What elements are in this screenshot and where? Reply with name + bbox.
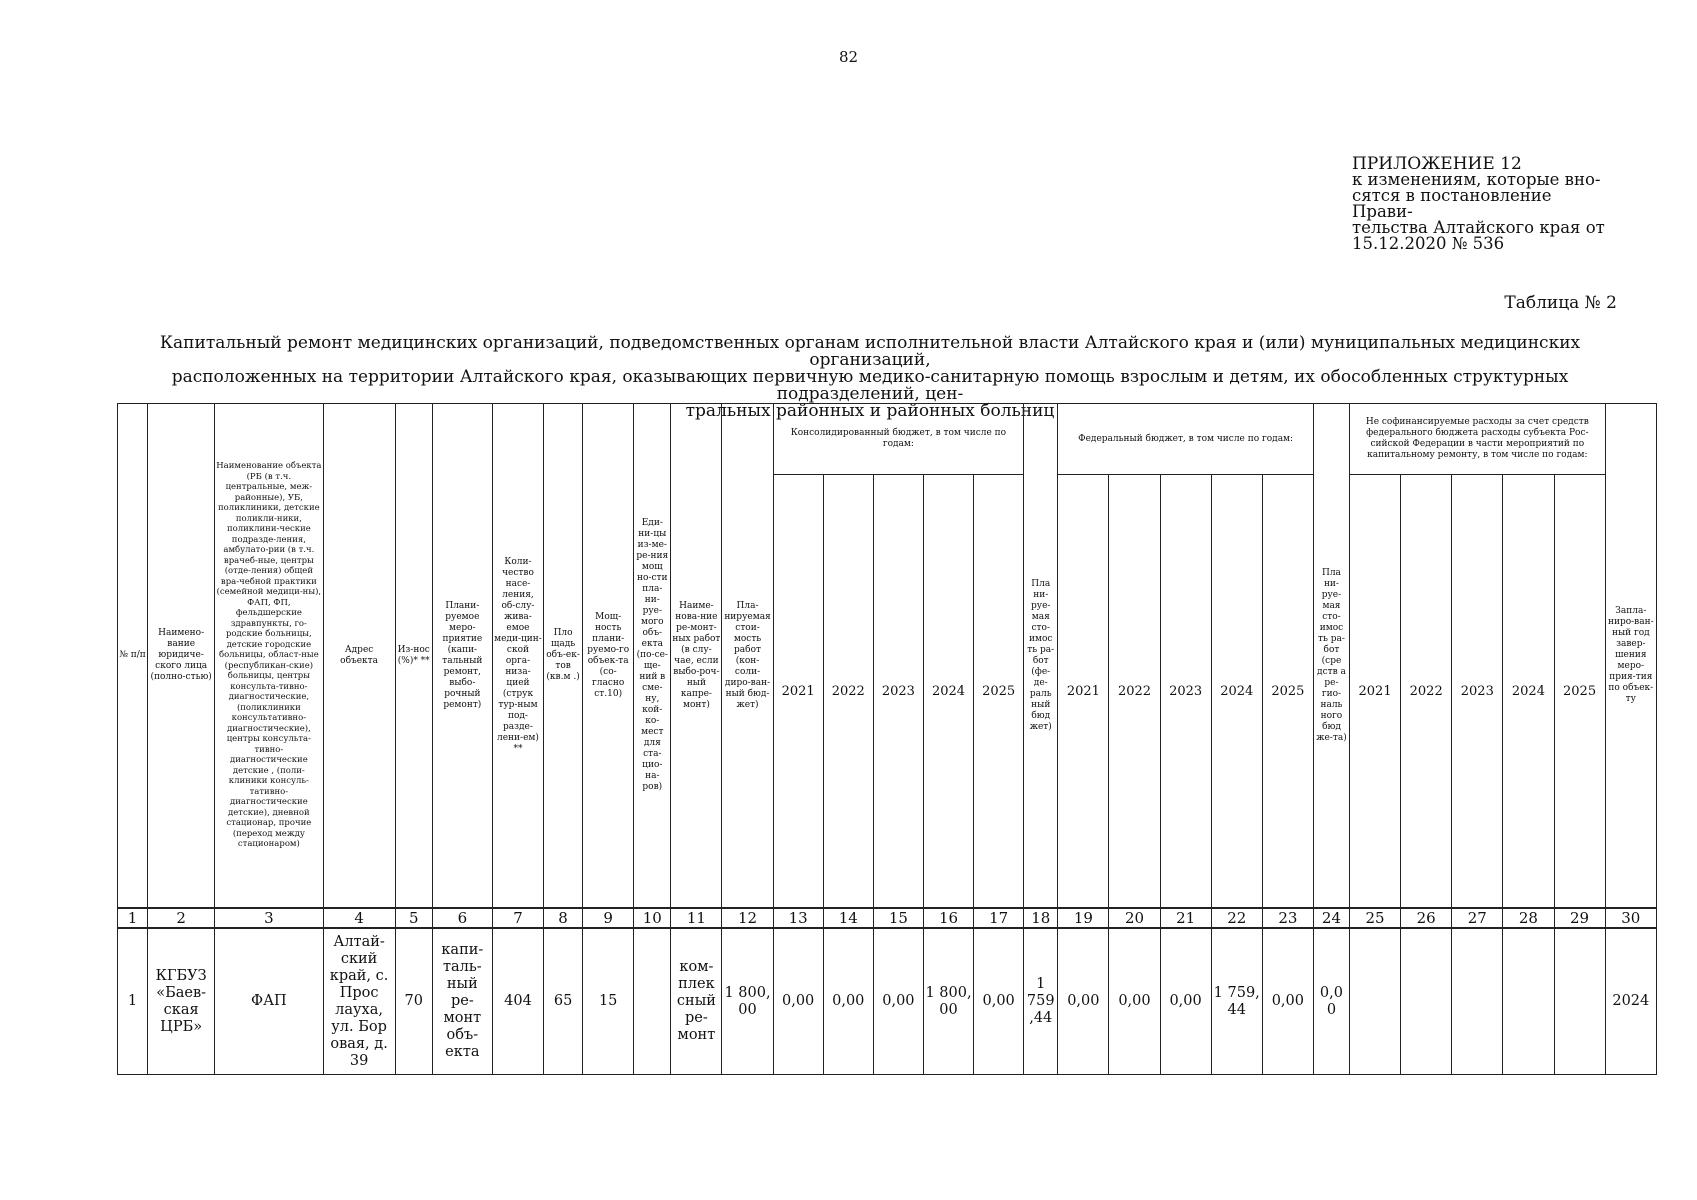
cell-federal-cost: 1 759 ,44 — [1024, 928, 1058, 1075]
year-header: 2022 — [1109, 475, 1160, 909]
column-number: 14 — [823, 908, 873, 928]
cell-planned-measure: капи-таль-ный ре-монт объ-екта — [432, 928, 492, 1075]
header-cell: № п/п — [118, 404, 148, 909]
column-number: 21 — [1160, 908, 1211, 928]
column-number: 16 — [923, 908, 973, 928]
group-header-federal: Федеральный бюджет, в том числе по годам: — [1058, 404, 1314, 475]
column-number: 5 — [395, 908, 432, 928]
cell-legal-entity: КГБУЗ «Баев-ская ЦРБ» — [148, 928, 215, 1075]
column-number: 10 — [634, 908, 671, 928]
column-number: 19 — [1058, 908, 1109, 928]
header-cell: Наимено-вание юридиче-ского лица (полно-стью) — [148, 404, 215, 909]
cell-federal-2025: 0,00 — [1262, 928, 1313, 1075]
column-number: 23 — [1262, 908, 1313, 928]
year-header: 2022 — [1401, 475, 1452, 909]
column-number: 20 — [1109, 908, 1160, 928]
appendix-heading: ПРИЛОЖЕНИЕ 12 — [1352, 154, 1522, 174]
column-number: 9 — [583, 908, 634, 928]
header-cell: Пло щадь объ-ек-тов (кв.м .) — [544, 404, 583, 909]
column-number: 24 — [1313, 908, 1349, 928]
cell-works-name: ком-плек сный ре-монт — [671, 928, 722, 1075]
appendix-line: тельства Алтайского края от — [1352, 218, 1605, 237]
year-header: 2021 — [1058, 475, 1109, 909]
header-cell: Наименование объекта (РБ (в т.ч. центральные, меж-районные), УБ, поликлиники, детские поликли-ники, поликлини-ческие подразде-ления, амбулато-рии (в т.ч. врачеб-ные, центры (отде-ления) общей вра-чебной практики (семейной медици-ны), ФАП, ФП, фельдшерские здравпункты, го-родские больницы, детские городские больницы, област-ные (республикан-ские) больницы, центры консульта-тивно-диагностические, (поликлиники консультативно-диагностические), центры консульта-тивно-диагностические детские , (поли-клиники консуль-тативно-диагностические детские), дневной стационар, прочие (переход между стационаром) — [215, 404, 323, 909]
cell-consolidated-2025: 0,00 — [974, 928, 1024, 1075]
appendix-line: к изменениям, которые вно- — [1352, 170, 1601, 189]
group-header-consolidated: Консолидированный бюджет, в том числе по годам: — [773, 404, 1024, 475]
column-number: 4 — [323, 908, 395, 928]
cell-wear: 70 — [395, 928, 432, 1075]
column-number: 25 — [1350, 908, 1401, 928]
title-line: расположенных на территории Алтайского края, оказывающих первичную медико-санитарную помощь взрослым и детям, их обособленных структурных подразделений, цен- — [171, 367, 1569, 404]
year-header: 2024 — [1211, 475, 1262, 909]
year-header: 2025 — [1262, 475, 1313, 909]
header-cell: Запла-ниро-ван-ный год завер-шения меро-прия-тия по объек-ту — [1605, 404, 1656, 909]
column-number: 22 — [1211, 908, 1262, 928]
header-cell: Еди-ни-цы из-ме-ре-ния мощ но-сти пла-ни-руе-мого объ-екта (по-се-ще-ний в сме-ну, кой-ко-мест для ста-цио-на-ров) — [634, 404, 671, 909]
cell-federal-2024: 1 759, 44 — [1211, 928, 1262, 1075]
cell-nonco-2022 — [1401, 928, 1452, 1075]
cell-consolidated-2023: 0,00 — [873, 928, 923, 1075]
column-number: 6 — [432, 908, 492, 928]
cell-nonco-2024 — [1503, 928, 1554, 1075]
cell-completion-year: 2024 — [1605, 928, 1656, 1075]
cell-consolidated-2024: 1 800, 00 — [923, 928, 973, 1075]
header-cell: Плани-руемое меро-приятие (капи-тальный ремонт, выбо-рочный ремонт) — [432, 404, 492, 909]
header-cell: Мощ-ность плани-руемо-го объек-та (со-гласно ст.10) — [583, 404, 634, 909]
title-line: Капитальный ремонт медицинских организаций, подведомственных органам исполнительной власти Алтайского края и (или) муниципальных медицинских организаций, — [159, 333, 1581, 370]
column-number: 26 — [1401, 908, 1452, 928]
appendix-line: 15.12.2020 № 536 — [1352, 234, 1505, 253]
cell-nonco-2021 — [1350, 928, 1401, 1075]
cell-consolidated-2021: 0,00 — [773, 928, 823, 1075]
column-number: 8 — [544, 908, 583, 928]
cell-area: 65 — [544, 928, 583, 1075]
header-cell: Пла-нируемая стои-мость работ (кон-соли-диро-ван-ный бюд-жет) — [722, 404, 773, 909]
year-header: 2022 — [823, 475, 873, 909]
column-number: 15 — [873, 908, 923, 928]
appendix-block — [1352, 156, 1612, 252]
cell-regional-cost: 0,0 0 — [1313, 928, 1349, 1075]
cell-object-name: ФАП — [215, 928, 323, 1075]
column-number: 1 — [118, 908, 148, 928]
column-number: 13 — [773, 908, 823, 928]
table-label: Таблица № 2 — [1504, 293, 1617, 313]
column-number: 17 — [974, 908, 1024, 928]
table-row — [118, 928, 1657, 1075]
cell-federal-2022: 0,00 — [1109, 928, 1160, 1075]
year-header: 2021 — [773, 475, 823, 909]
year-header: 2024 — [1503, 475, 1554, 909]
column-number: 28 — [1503, 908, 1554, 928]
column-number: 29 — [1554, 908, 1605, 928]
header-cell: Пла ни-руе-мая сто-имос ть ра-бот (фе-де-раль ный бюд жет) — [1024, 404, 1058, 909]
year-header: 2023 — [1452, 475, 1503, 909]
column-number: 30 — [1605, 908, 1656, 928]
year-header: 2023 — [1160, 475, 1211, 909]
column-number: 7 — [492, 908, 543, 928]
cell-capacity-unit — [634, 928, 671, 1075]
page-number: 82 — [838, 48, 859, 66]
column-number: 2 — [148, 908, 215, 928]
title-line: тральных районных и районных больниц — [685, 401, 1055, 421]
cell-nonco-2025 — [1554, 928, 1605, 1075]
header-cell: Адрес объекта — [323, 404, 395, 909]
header-row — [118, 404, 1657, 475]
appendix-line: сятся в постановление Прави- — [1352, 186, 1552, 221]
cell-capacity: 15 — [583, 928, 634, 1075]
header-cell: Наиме-нова-ние ре-монт-ных работ (в слу-чае, если выбо-роч-ный капре-монт) — [671, 404, 722, 909]
column-number-row — [118, 908, 1657, 928]
header-cell: Из-нос (%)* ** — [395, 404, 432, 909]
cell-nonco-2023 — [1452, 928, 1503, 1075]
year-header: 2021 — [1350, 475, 1401, 909]
column-number: 3 — [215, 908, 323, 928]
year-header: 2023 — [873, 475, 923, 909]
year-header: 2025 — [1554, 475, 1605, 909]
year-header: 2025 — [974, 475, 1024, 909]
column-number: 12 — [722, 908, 773, 928]
cell-federal-2021: 0,00 — [1058, 928, 1109, 1075]
capital-repair-table — [117, 403, 1657, 1075]
cell-address: Алтай-ский край, с. Прос лауха, ул. Бор овая, д. 39 — [323, 928, 395, 1075]
column-number: 18 — [1024, 908, 1058, 928]
group-header-nonco: Не софинансируемые расходы за счет средств федерального бюджета расходы субъекта Рос-сийской Федерации в части мероприятий по капитальному ремонту, в том числе по годам: — [1350, 404, 1606, 475]
cell-consolidated-2022: 0,00 — [823, 928, 873, 1075]
header-cell: Пла ни-руе-мая сто-имос ть ра-бот (сре дств а ре-гио-наль ного бюд же-та) — [1313, 404, 1349, 909]
column-number: 27 — [1452, 908, 1503, 928]
year-header: 2024 — [923, 475, 973, 909]
cell-population: 404 — [492, 928, 543, 1075]
header-cell: Коли-чество насе-ления, об-слу-жива-емое меди-цин-ской орга-низа-цией (струк тур-ным под-разде-лени-ем) ** — [492, 404, 543, 909]
cell-index: 1 — [118, 928, 148, 1075]
cell-planned-cost: 1 800, 00 — [722, 928, 773, 1075]
cell-federal-2023: 0,00 — [1160, 928, 1211, 1075]
column-number: 11 — [671, 908, 722, 928]
